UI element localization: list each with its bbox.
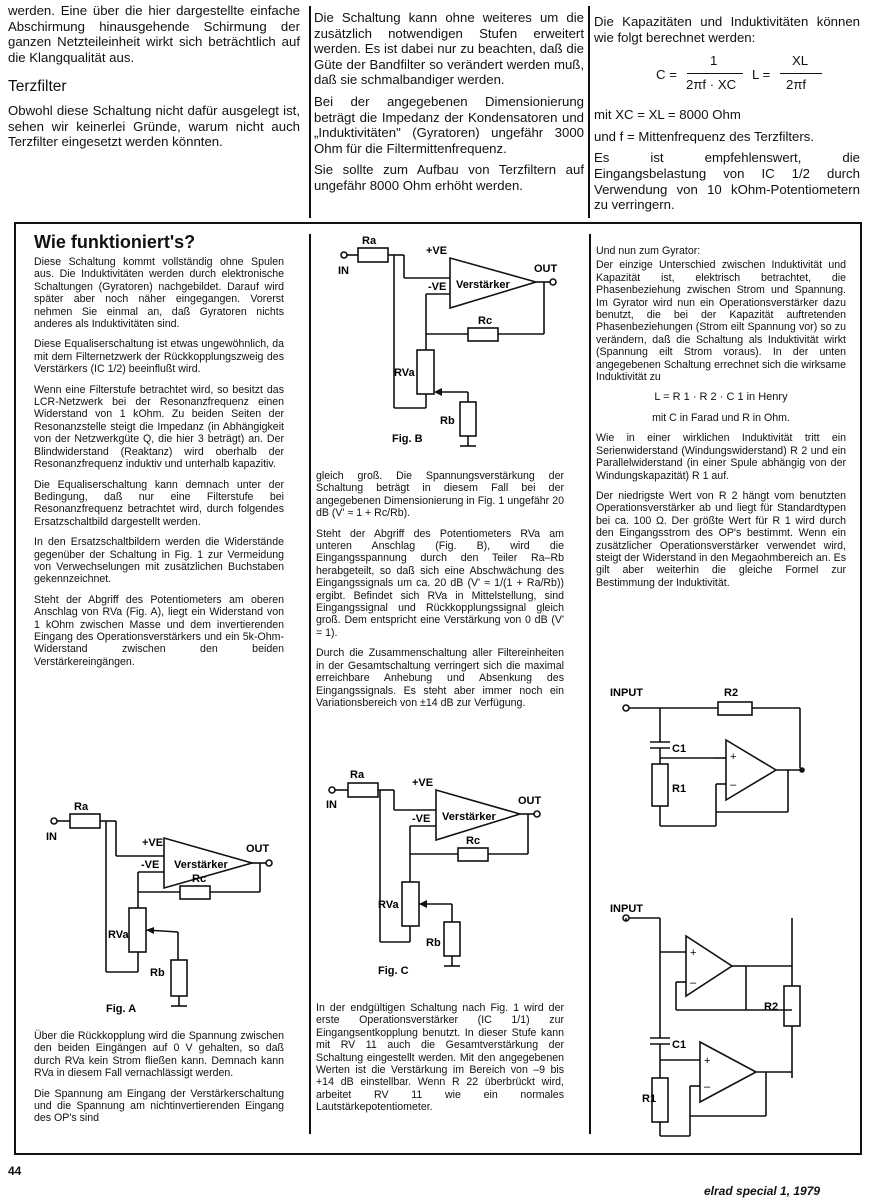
fig-c-label-in: IN	[326, 799, 337, 811]
fig-c-label-ra: Ra	[350, 770, 365, 781]
top-col2-p3: Sie sollte zum Aufbau von Terzfiltern auf ungefähr 8000 Ohm erhöht werden.	[314, 162, 584, 193]
box-col3-p4: Wie in einer wirklichen Induktivität tritt ein Serienwiderstand (Windungswiderstand) R 2 und ein Parallelwiderstand (in einer Spule abhängig von der Windungskapazität) R 1 auf.	[596, 432, 846, 482]
fig-b-label-ve-plus: +VE	[426, 245, 448, 257]
top-col2-p2: Bei der angegebenen Dimensionierung beträgt die Impedanz der Kondensatoren und „Induktivitäten" (Gyratoren) ungefähr 3000 Ohm für die Filtermittenfrequenz.	[314, 93, 584, 156]
fig-b-label-ra: Ra	[362, 235, 377, 247]
fig-a-label-rc: Rc	[192, 873, 207, 885]
formula-l-fraction-bar	[780, 73, 822, 74]
opamp3-minus: –	[704, 1081, 711, 1093]
page-number: 44	[8, 1164, 22, 1178]
fig-c-label-rc: Rc	[466, 835, 481, 847]
gyr2-label-r2: R2	[764, 1001, 779, 1013]
gyr2-label-r1: R1	[642, 1093, 657, 1105]
column-divider-1	[309, 6, 311, 218]
fig-b-label-out: OUT	[534, 263, 558, 275]
column-divider-2	[588, 6, 590, 218]
top-col1-para: Obwohl diese Schaltung nicht dafür ausgelegt ist, sehen wir keinerlei Gründe, warum nicht auch Terzfilter eingesetzt werden könnten.	[8, 102, 300, 150]
figure-b-circuit	[322, 232, 572, 457]
formula-c-fraction-bar	[687, 73, 743, 74]
fig-a-label-out: OUT	[246, 843, 270, 855]
box-col1-p2: Diese Equaliserschaltung ist etwas ungewöhnlich, da mit dem Filternetzwerk der Rückkopplungszweig des Verstärkers (IC 1/2) beeinflußt wird.	[34, 338, 284, 376]
formula-l-lhs: L =	[752, 67, 771, 83]
box-col2-p2: Steht der Abgriff des Potentiometers RVa am unteren Anschlag (Fig. B), wird die Eingangsspannung durch den Teiler Ra–Rb herabgeteilt, so daß sich eine Abschwächung des Eingangssignals um ca. 20 dB (V' ≈ 1/(1 + Ra/Rb)) ergibt. Befindet sich RVa in Mittelstellung, sind Eingangssignal und Rückkopplungssignal gleich groß. Dem entspricht eine Verstärkung von 0 dB (V' = 1).	[316, 527, 564, 639]
opamp3-plus: +	[704, 1055, 711, 1067]
gyr1-label-r1: R1	[672, 783, 687, 795]
figure-c-circuit	[312, 770, 568, 990]
fig-c-label-rva: RVa	[378, 899, 399, 911]
box-col1-p5: In den Ersatzschaltbildern werden die Widerstände gegenüber der Schaltung in Fig. 1 zur Vermeidung von Verwechselungen mit zusätzlichen Buchstaben gekennzeichnet.	[34, 536, 284, 586]
box-col3-p3: mit C in Farad und R in Ohm.	[652, 411, 790, 424]
fig-b-label-in: IN	[338, 265, 349, 277]
box-col1-p8: Die Spannung am Eingang der Verstärkerschaltung und die Spannung am nichtinvertierenden Eingang des OP's sind	[34, 1087, 284, 1125]
gyrator-circuit-2	[606, 900, 812, 1148]
box-column-2-upper	[316, 470, 564, 717]
box-col3-p5: Der niedrigste Wert von R 2 hängt vom benutzten Operationsverstärker ab und liegt für Standardtypen bei ca. 100 Ω. Der größte Wert für R 1 wird durch den Eingangsstrom des OP's bestimmt. Wenn ein zusätzlicher Operationsverstärker verwendet wird, steigt der Widerstand in den Megaohmbereich an. Es gilt aber weiterhin die gleiche Formel zur Bestimmung der Induktivität.	[596, 489, 846, 589]
box-col2-p1: gleich groß. Die Spannungsverstärkung der Schaltung beträgt in diesem Fall bei der angegebenen Dimensionierung in Fig. 1 ungefähr 20 dB (V' ≈ 1 + Rc/Rb).	[316, 470, 564, 520]
top-column-3	[594, 14, 860, 219]
top-col3-p4: Es ist empfehlenswert, die Eingangsbelastung von IC 1/2 durch Verwendung von 10 kOhm-Potentiometern zu verringern.	[594, 150, 860, 213]
top-column-2	[314, 10, 584, 200]
top-column-1	[8, 3, 300, 156]
capacitance-inductance-formula	[594, 51, 860, 103]
fig-c-label-amp: Verstärker	[442, 811, 496, 823]
box-col1-p7: Über die Rückkopplung wird die Spannung zwischen den beiden Eingängen auf 0 V gehalten, so daß durch RVa kein Strom fließen kann. Demnach kann RVa in diesem Fall vernachlässigt werden.	[34, 1030, 284, 1080]
top-col2-p1: Die Schaltung kann ohne weiteres um die zusätzlich notwendigen Stufen erweitert werden. Es ist dabei nur zu beachten, daß die Güte der Bandfilter so verändert werden muß, daß sie schmalbandiger werden.	[314, 10, 584, 88]
box-col3-p1: Und nun zum Gyrator:	[596, 245, 701, 257]
top-col3-p3: und f = Mittenfrequenz des Terzfilters.	[594, 128, 815, 144]
fig-b-label-rb: Rb	[440, 415, 455, 427]
box-column-divider-1	[309, 234, 311, 1134]
fig-b-caption: Fig. B	[392, 433, 423, 445]
fig-a-label-ve-plus: +VE	[142, 837, 164, 849]
box-column-1-lower	[34, 1030, 284, 1133]
fig-c-label-out: OUT	[518, 795, 542, 807]
gyrator-circuit-1	[606, 684, 812, 844]
box-col3-p2: Der einzige Unterschied zwischen Induktivität und Kapazität ist, elektrisch betrachtet, die Phasenbeziehung zwischen Strom und Spannung. Im Gyrator wird nun ein Operationsverstärker dazu benutzt, die bei der Kapazität auftretenden Phasenbeziehungen (Strom eilt Spannung vor) so zu verändern, daß die Schaltung als Induktivität wirkt (Spannung eilt Strom voraus). In der unten angegebenen Schaltung errechnet sich die wirksame Induktivität zu	[596, 259, 846, 384]
gyrator-inductance-formula: L = R 1 · R 2 · C 1 in Henry	[654, 391, 788, 404]
box-column-divider-2	[589, 234, 591, 1134]
box-col1-p3: Wenn eine Filterstufe betrachtet wird, so besitzt das LCR-Netzwerk bei der Resonanzfrequenz einen Widerstand von 1 kOhm. Zu beiden Seiten der Resonanzstelle steigt die Impedanz (in Abhängigkeit von der Netzwerkgüte Q, die hier 3 beträgt) an. Der Blindwiderstand (Reaktanz) wird oberhalb der Resonanzfrequenz induktiv und unterhalb kapazitiv.	[34, 383, 284, 471]
fig-a-label-rb: Rb	[150, 967, 165, 979]
gyr1-label-input: INPUT	[610, 687, 643, 699]
gyr2-label-input: INPUT	[610, 903, 643, 915]
fig-b-label-amp: Verstärker	[456, 279, 510, 291]
formula-c-lhs: C =	[656, 67, 677, 83]
formula-l-num: XL	[792, 53, 809, 69]
fig-a-label-in: IN	[46, 831, 57, 843]
box-column-2-lower	[316, 1002, 564, 1122]
fig-a-label-rva: RVa	[108, 929, 129, 941]
gyr2-label-c1: C1	[672, 1039, 687, 1051]
formula-l-den: 2πf	[786, 77, 807, 93]
opamp2-minus: –	[690, 977, 697, 989]
figure-a-circuit	[34, 800, 290, 1025]
fig-b-label-rva: RVa	[394, 367, 415, 379]
fig-c-label-ve-minus: -VE	[412, 813, 431, 825]
fig-a-label-ra: Ra	[74, 801, 89, 813]
fig-a-label-ve-minus: -VE	[141, 859, 160, 871]
fig-a-label-amp: Verstärker	[174, 859, 228, 871]
box-column-3-text	[596, 245, 846, 597]
box-col1-p1: Diese Schaltung kommt vollständig ohne Spulen aus. Die Induktivitäten werden durch elektronische Schaltungen (Gyratoren) nachgebildet. Darauf wird später aber noch näher eingegangen. Vorerst nehmen Sie einmal an, daß Gyratoren nichts anderes als Induktivitäten sind.	[34, 256, 284, 331]
box-col1-p6: Steht der Abgriff des Potentiometers am oberen Anschlag von RVa (Fig. A), liegt ein Widerstand von 1 kOhm zwischen Masse und dem invertierenden Eingang des Operationsverstärkers und ein 5k-Ohm-Widerstand zwischen den beiden Verstärkereingängen.	[34, 593, 284, 668]
fig-c-caption: Fig. C	[378, 965, 409, 977]
top-col1-intro: werden. Eine über die hier dargestellte einfache Abschirmung hinausgehende Schirmung der ganzen Netzteileinheit wirkt sich beträchtlich auf die Klangqualität aus.	[8, 3, 300, 65]
formula-c-den: 2πf · XC	[686, 77, 737, 93]
fig-c-label-rb: Rb	[426, 937, 441, 949]
top-col3-p1: Die Kapazitäten und Induktivitäten können wie folgt berechnet werden:	[594, 14, 860, 45]
box-column-1-upper	[34, 256, 284, 676]
opamp1-plus: +	[730, 751, 737, 763]
opamp2-plus: +	[690, 947, 697, 959]
journal-footer: elrad special 1, 1979	[704, 1184, 821, 1198]
top-col3-p2: mit XC = XL = 8000 Ohm	[594, 107, 741, 123]
opamp1-minus: –	[730, 779, 737, 791]
fig-b-label-ve-minus: -VE	[428, 281, 447, 293]
fig-a-caption: Fig. A	[106, 1003, 137, 1015]
box-title: Wie funktioniert's?	[34, 232, 196, 252]
fig-c-label-ve-plus: +VE	[412, 777, 434, 789]
terzfilter-heading: Terzfilter	[8, 78, 67, 96]
box-col1-p4: Die Equaliserschaltung kann demnach unter der Bedingung, daß nur eine Filterstufe bei Resonanzfrequenz betrachtet wird, durch folgendes Ersatzschaltbild dargestellt werden.	[34, 478, 284, 528]
gyr1-label-r2: R2	[724, 687, 739, 699]
gyr1-label-c1: C1	[672, 743, 687, 755]
fig-b-label-rc: Rc	[478, 315, 493, 327]
formula-c-num: 1	[710, 53, 718, 69]
box-col2-p4: In der endgültigen Schaltung nach Fig. 1 wird der erste Operationsverstärker (IC 1/1) zur Eingangsentkopplung benutzt. In dieser Stufe kann mit RV 11 auch die Gesamtverstärkung der Schaltung eingestellt werden. Mit den angegebenen Werten ist die Verstärkung im Bereich von –9 bis +14 dB einstellbar. Wenn R 22 überbrückt wird, arbeitet RV 11 wie ein normales Lautstärkepotentiometer.	[316, 1002, 564, 1114]
box-col2-p3: Durch die Zusammenschaltung aller Filtereinheiten in der Gesamtschaltung verringert sich die maximal erreichbare Anhebung und Absenkung des Eingangssignals. Es steht aber immer noch ein Variationsbereich von ±14 dB zur Verfügung.	[316, 647, 564, 709]
